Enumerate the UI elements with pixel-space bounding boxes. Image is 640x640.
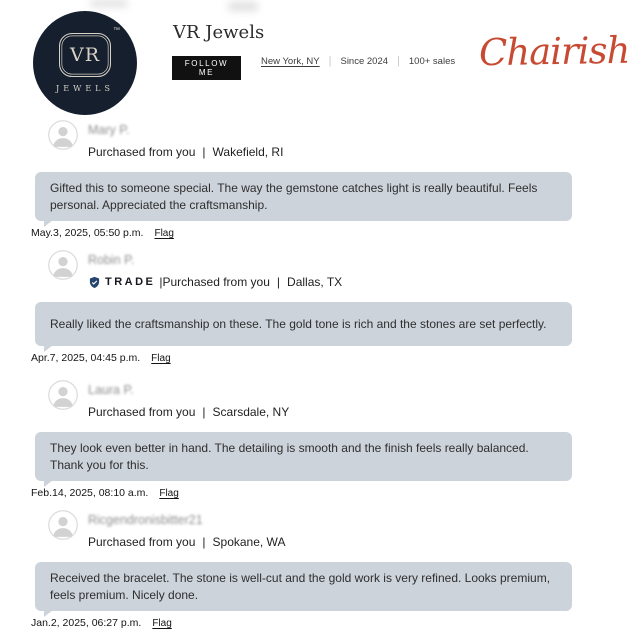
review-date: Apr.7, 2025, 04:45 p.m. <box>31 352 141 364</box>
purchase-divider: | <box>276 275 281 289</box>
review-bubble <box>35 302 572 346</box>
review-item <box>31 250 572 364</box>
trade-shield-icon <box>88 276 101 289</box>
review-header <box>31 250 572 302</box>
review-header <box>31 120 572 172</box>
purchase-info: Purchased from you <box>88 535 196 549</box>
review-footer <box>31 617 572 629</box>
buyer-location: Dallas, TX <box>287 275 343 289</box>
flag-link[interactable]: Flag <box>154 228 174 239</box>
review-date: May.3, 2025, 05:50 p.m. <box>31 227 144 239</box>
meta-divider: | <box>328 55 332 67</box>
page-title: VR Jewels <box>173 22 265 43</box>
review-item <box>31 380 572 499</box>
meta-divider: | <box>397 55 400 67</box>
review-footer <box>31 227 572 239</box>
bubble-tail <box>44 610 53 617</box>
review-header-text <box>88 250 342 289</box>
logo-monogram-frame <box>59 27 120 77</box>
user-avatar-icon <box>48 250 78 280</box>
review-text: Received the bracelet. The stone is well-cut and the gold work is very refined. Looks premium, feels premium. Nicely done. <box>50 571 551 602</box>
buyer-location: Scarsdale, NY <box>212 405 290 419</box>
store-logo <box>33 11 137 115</box>
reviewer-name: Ricgendronisbitter21 <box>88 513 203 527</box>
review-bubble <box>35 432 572 481</box>
review-header-text <box>88 510 285 549</box>
review-bubble <box>35 562 572 611</box>
trade-label: TRADE <box>105 276 156 288</box>
review-header <box>31 380 572 432</box>
flag-link[interactable]: Flag <box>151 353 171 364</box>
review-header-text <box>88 120 283 159</box>
purchase-divider: | <box>202 405 206 419</box>
blurred-artifact <box>228 2 258 11</box>
trade-badge <box>88 276 155 289</box>
review-date: Feb.14, 2025, 08:10 a.m. <box>31 487 149 499</box>
purchase-line <box>88 145 283 159</box>
trademark-symbol: ™ <box>113 27 120 34</box>
bubble-tail <box>44 345 53 352</box>
flag-link[interactable]: Flag <box>152 618 172 629</box>
purchase-line <box>88 275 342 289</box>
review-text: Really liked the craftsmanship on these. The gold tone is rich and the stones are set perfectly. <box>50 316 547 331</box>
purchase-line <box>88 405 289 419</box>
user-avatar-icon <box>48 510 78 540</box>
reviewer-name: Mary P. <box>88 123 130 137</box>
follow-button[interactable]: FOLLOW ME <box>172 56 241 80</box>
buyer-location: Spokane, WA <box>212 535 286 549</box>
review-header-text <box>88 380 289 419</box>
review-text: They look even better in hand. The detailing is smooth and the finish feels really balanced. Thank you for this. <box>50 441 529 472</box>
review-date: Jan.2, 2025, 06:27 p.m. <box>31 617 142 629</box>
review-header <box>31 510 572 562</box>
purchase-info: Purchased from you <box>88 405 196 419</box>
review-footer <box>31 352 572 364</box>
purchase-divider: | <box>202 145 206 159</box>
review-item <box>31 510 572 629</box>
bubble-tail <box>44 480 53 487</box>
purchase-divider: | <box>202 535 206 549</box>
bubble-tail <box>44 220 53 227</box>
purchase-info: |Purchased from you <box>159 275 270 289</box>
review-text: Gifted this to someone special. The way the gemstone catches light is really beautiful. Feels personal. Appreciated the craftsmanship. <box>50 181 538 212</box>
logo-word: JEWELS <box>56 84 114 93</box>
user-avatar-icon <box>48 120 78 150</box>
purchase-info: Purchased from you <box>88 145 196 159</box>
blurred-artifact <box>90 0 128 7</box>
purchase-line <box>88 535 285 549</box>
store-meta <box>261 55 455 67</box>
store-since: Since 2024 <box>340 55 389 67</box>
review-item <box>31 120 572 239</box>
store-sales-count: 100+ sales <box>408 55 456 67</box>
store-location-link[interactable]: New York, NY <box>261 55 320 67</box>
review-footer <box>31 487 572 499</box>
buyer-location: Wakefield, RI <box>212 145 284 159</box>
reviewer-name: Robin P. <box>88 253 135 267</box>
user-avatar-icon <box>48 380 78 410</box>
chairish-logo[interactable]: Chairish <box>478 28 630 75</box>
flag-link[interactable]: Flag <box>159 488 179 499</box>
reviewer-name: Laura P. <box>88 383 134 397</box>
review-bubble <box>35 172 572 221</box>
logo-monogram: VR <box>69 44 101 66</box>
